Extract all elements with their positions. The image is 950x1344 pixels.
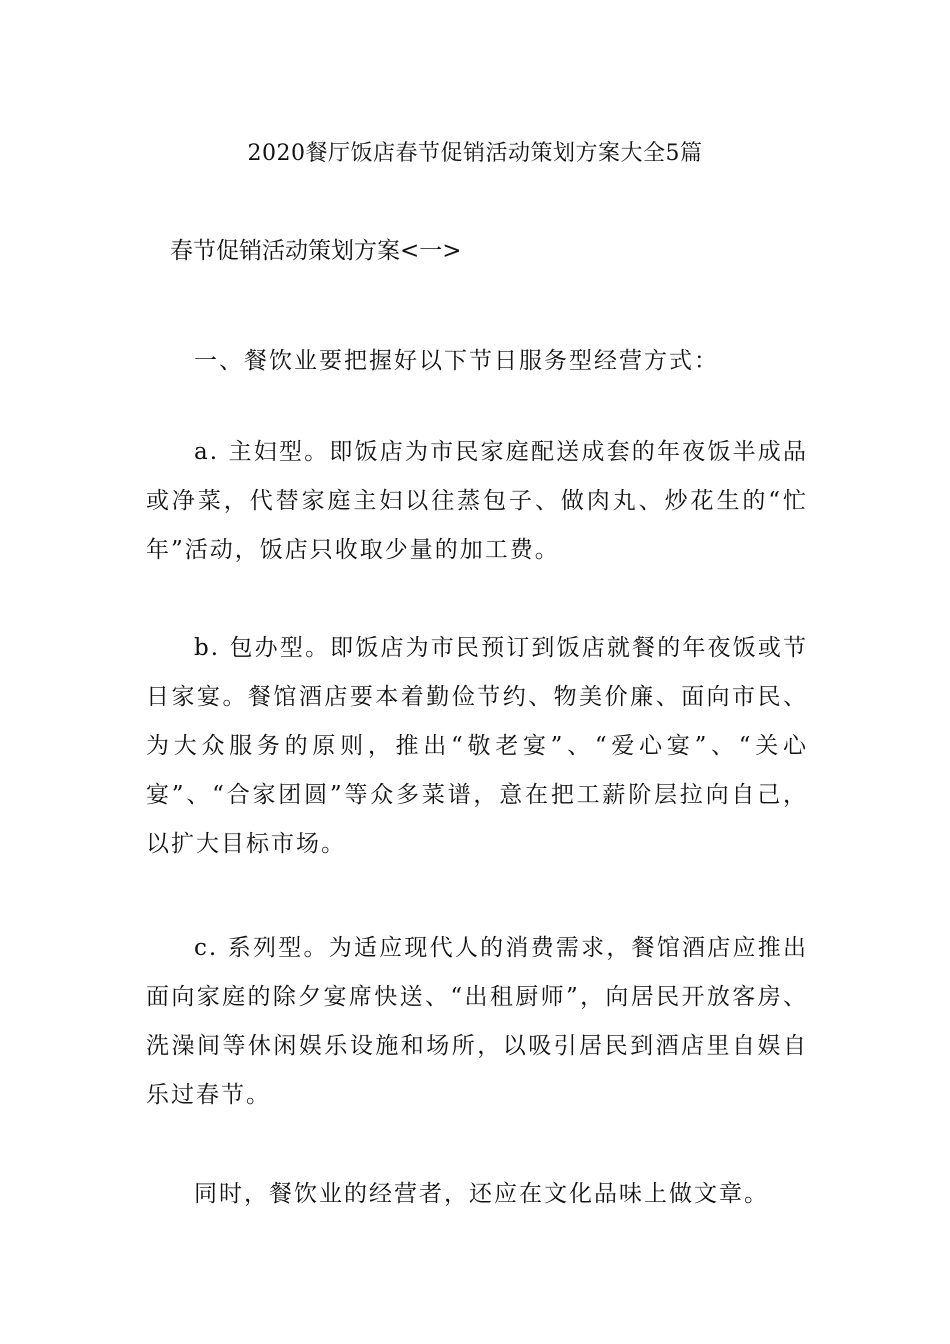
- paragraph-c: c. 系列型。为适应现代人的消费需求，餐馆酒店应推出面向家庭的除夕宴席快送、“出租厨师”，向居民开放客房、洗澡间等休闲娱乐设施和场所，以吸引居民到酒店里自娱自乐过春节。: [146, 935, 808, 1108]
- paragraph-a: a. 主妇型。即饭店为市民家庭配送成套的年夜饭半成品或净菜，代替家庭主妇以往蒸包子、做肉丸、炒花生的“忙年”活动，饭店只收取少量的加工费。: [146, 439, 808, 563]
- document-title: 2020餐厅饭店春节促销活动策划方案大全5篇: [247, 141, 703, 166]
- paragraph-conclusion: 同时，餐饮业的经营者，还应在文化品味上做文章。: [194, 1181, 769, 1207]
- section-heading: 春节促销活动策划方案<一>: [170, 238, 462, 264]
- paragraph-intro: 一、餐饮业要把握好以下节日服务型经营方式：: [194, 348, 719, 374]
- paragraph-b: b. 包办型。即饭店为市民预订到饭店就餐的年夜饭或节日家宴。餐馆酒店要本着勤俭节约、物美价廉、面向市民、为大众服务的原则，推出“敬老宴”、“爱心宴”、“关心宴”、“合家团圆”等众多菜谱，意在把工薪阶层拉向自己，以扩大目标市场。: [146, 635, 808, 857]
